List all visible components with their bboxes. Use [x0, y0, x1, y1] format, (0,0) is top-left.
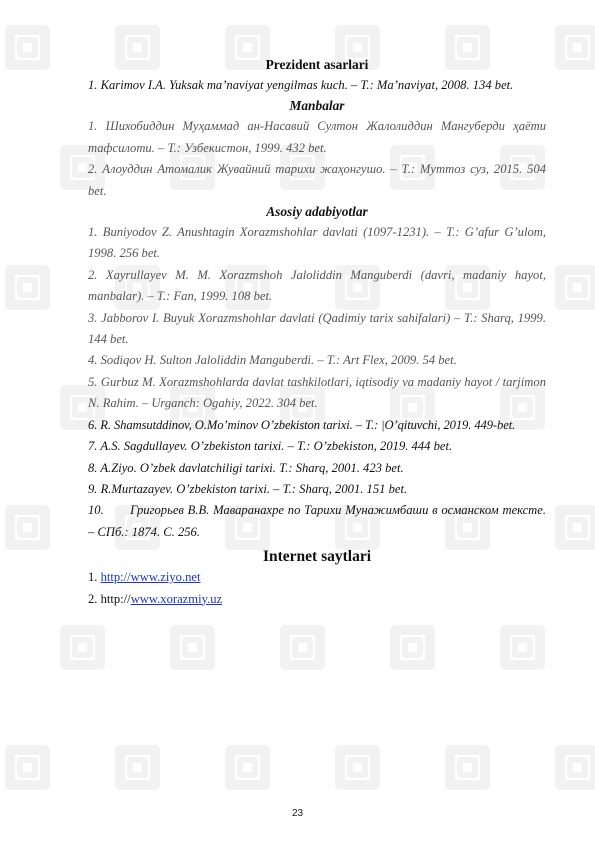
heading-president-works: Prezident asarlari — [265, 57, 369, 72]
literature-item: 8. A.Ziyo. O’zbek davlatchiligi tarixi. T.: Sharq, 2001. 423 bet. — [88, 460, 404, 475]
president-work-item: 1. Karimov I.A. Yuksak ma’naviyat yengilmas kuch. – T.: Ma’naviyat, 2008. 134 bet. — [88, 78, 514, 92]
literature-item: 10. Григорьев В.В. Маваранахре по Тарихи Мунажимбаши в османском тексте. – СПб.: 1874. С. 256. — [88, 503, 546, 539]
literature-item: 9. R.Murtazayev. O’zbekiston tarixi. – T.: Sharq, 2001. 151 bet. — [88, 481, 408, 496]
heading-internet-sites: Internet saytlari — [262, 548, 372, 566]
literature-item: 5. Gurbuz M. Xorazmshohlarda davlat tashkilotlari, iqtisodiy va madaniy hayot / tarjimon N. Rahim. – Urganch: Ogahiy, 2022. 304 bet. — [88, 374, 546, 411]
literature-item: 3. Jabborov I. Buyuk Xorazmshohlar davlati (Qadimiy tarix sahifalari) – T.: Sharq, 1999. 144 bet. — [88, 310, 546, 347]
internet-item — [88, 567, 546, 588]
internet-item — [88, 589, 546, 610]
page-number: 23 — [291, 808, 304, 819]
literature-item: 2. Xayrullayev M. M. Xorazmshoh Jaloliddin Manguberdi (davri, madaniy hayot, manbalar). – T.: Fan, 1999. 108 bet. — [88, 267, 546, 304]
source-item: 1. Шихобиддин Муҳаммад ан-Насавий Султон Жалолиддин Мангуберди ҳаёти тафсилоти. – Т.: Узбекистон, 1999. 432 bet. — [88, 119, 546, 155]
ziyo-link[interactable]: http://www.ziyo.net — [100, 570, 201, 585]
internet-item-number: 1. — [88, 570, 101, 585]
bibliography — [88, 55, 546, 610]
source-item: 2. Алоуддин Атомалик Жувайний тарихи жаҳонгушо. – Т.: Муmтоз суз, 2015. 504 bet. — [88, 162, 546, 198]
literature-item: 6. R. Shamsutddinov, O.Mo’minov O’zbekiston tarixi. – T.: |O’qituvchi, 2019. 449-bet. — [88, 417, 516, 432]
xorazmiy-link[interactable]: www.xorazmiy.uz — [130, 591, 223, 606]
internet-item-prefix: 2. http:// — [88, 591, 131, 606]
heading-sources: Manbalar — [289, 98, 345, 114]
literature-item: 1. Buniyodov Z. Anushtagin Xorazmshohlar davlati (1097-1231). – T.: G’afur G’ulom, 1998. 256 bet. — [88, 225, 546, 261]
heading-main-literature: Asosiy adabiyotlar — [266, 204, 368, 220]
literature-item: 4. Sodiqov H. Sulton Jaloliddin Manguberdi. – T.: Art Flex, 2009. 54 bet. — [88, 353, 457, 368]
literature-item: 7. A.S. Sagdullayev. O’zbekiston tarixi. – T.: O’zbekiston, 2019. 444 bet. — [88, 439, 453, 454]
